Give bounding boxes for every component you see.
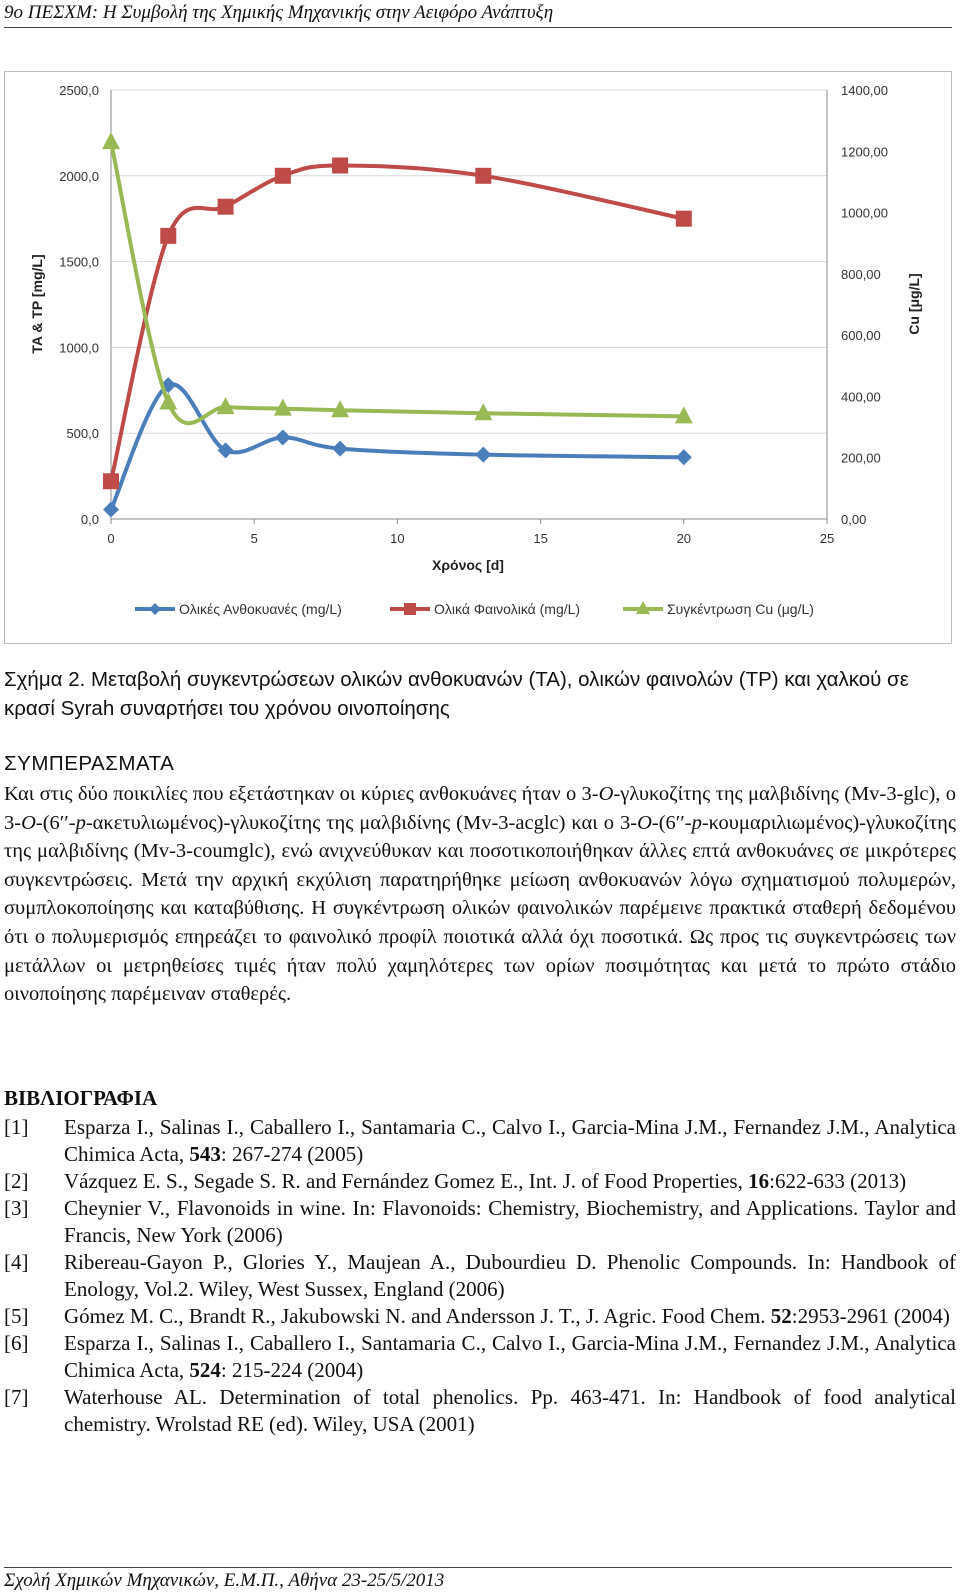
data-point bbox=[159, 393, 177, 410]
figure-caption: Σχήμα 2. Μεταβολή συγκεντρώσεων ολικών ανθοκυανών (ΤΑ), ολικών φαινολών (TP) και χαλκού σε κρασί Syrah συναρτήσει του χρόνου οινοποίησης bbox=[4, 668, 909, 720]
x-tick-label: 10 bbox=[390, 531, 405, 546]
text-run: : 215-224 (2004) bbox=[220, 1358, 364, 1382]
data-point bbox=[102, 132, 120, 149]
figure-chart bbox=[4, 71, 952, 644]
volume-number: 543 bbox=[189, 1142, 221, 1166]
text-run: :2953-2961 (2004) bbox=[791, 1304, 950, 1328]
y-right-tick-label: 1000,00 bbox=[841, 205, 888, 221]
reference-text bbox=[64, 1168, 956, 1195]
reference-text bbox=[64, 1195, 956, 1249]
y-left-tick-label: 1000,0 bbox=[59, 340, 99, 356]
y-right-tick-label: 200,00 bbox=[841, 450, 881, 466]
x-tick-label: 15 bbox=[533, 531, 548, 546]
reference-number: [3] bbox=[4, 1196, 29, 1220]
y-right-tick-label: 400,00 bbox=[841, 389, 881, 405]
reference-text bbox=[64, 1330, 956, 1384]
volume-number: 524 bbox=[189, 1358, 221, 1382]
text-run: Ribereau-Gayon P., Glories Y., Maujean A., Dubourdieu D. Phenolic Compounds. In: Handbook of Enology, Vol.2. Wiley, West Sussex, England (2006) bbox=[64, 1250, 956, 1301]
reference-number: [5] bbox=[4, 1304, 29, 1328]
series-line-1 bbox=[111, 384, 684, 509]
text-run: -(6′′- bbox=[35, 811, 76, 834]
data-point bbox=[475, 447, 491, 463]
italic-run: p bbox=[75, 811, 86, 834]
volume-number: 52 bbox=[770, 1304, 792, 1328]
header-rule bbox=[4, 27, 952, 28]
chart-legend bbox=[135, 601, 814, 617]
y-left-tick-label: 2500,0 bbox=[59, 83, 99, 98]
reference-item bbox=[4, 1168, 956, 1195]
y-axis-left-label: TA & TP [mg/L] bbox=[29, 254, 45, 354]
italic-run: p bbox=[691, 811, 702, 834]
reference-number: [1] bbox=[4, 1115, 29, 1139]
reference-number: [4] bbox=[4, 1250, 29, 1274]
text-run: Vázquez E. S., Segade S. R. and Fernández Gomez E., Int. J. of Food Properties, bbox=[64, 1169, 749, 1193]
y-right-tick-label: 800,00 bbox=[841, 266, 881, 282]
text-run: : 267-274 (2005) bbox=[220, 1142, 364, 1166]
data-point bbox=[475, 168, 491, 184]
reference-number: [6] bbox=[4, 1331, 29, 1355]
reference-item bbox=[4, 1114, 956, 1168]
text-run: Waterhouse AL. Determination of total phenolics. Pp. 463-471. In: Handbook of food analytical chemistry. Wrolstad RE (ed). Wiley, USA (2001) bbox=[64, 1385, 956, 1436]
text-run: Gómez M. C., Brandt R., Jakubowski N. and Andersson J. T., J. Agric. Food Chem. bbox=[64, 1304, 771, 1328]
x-tick-label: 0 bbox=[107, 531, 115, 546]
series-line-3 bbox=[111, 142, 684, 423]
y-axis-right-label: Cu [μg/L] bbox=[906, 273, 922, 335]
y-left-tick-label: 1500,0 bbox=[59, 254, 99, 270]
conclusions-paragraph bbox=[4, 780, 956, 1009]
running-header: 9ο ΠΕΣΧΜ: Η Συμβολή της Χημικής Μηχανικής στην Αειφόρο Ανάπτυξη bbox=[4, 2, 554, 23]
legend-label: Ολικά Φαινολικά (mg/L) bbox=[434, 601, 581, 617]
footer-rule bbox=[4, 1567, 952, 1568]
text-run: Cheynier V., Flavonoids in wine. In: Flavonoids: Chemistry, Biochemistry, and Applications. Taylor and Francis, New York (2006) bbox=[64, 1196, 956, 1247]
data-point bbox=[160, 228, 176, 244]
data-point bbox=[332, 158, 348, 174]
text-run: Και στις δύο ποικιλίες που εξετάστηκαν οι κύριες ανθοκυάνες ήταν ο 3- bbox=[4, 783, 599, 805]
y-left-tick-label: 500,0 bbox=[66, 426, 99, 442]
legend-marker bbox=[149, 603, 161, 615]
x-tick-label: 20 bbox=[676, 531, 692, 546]
data-point bbox=[218, 199, 234, 215]
data-point bbox=[275, 168, 291, 184]
volume-number: 16 bbox=[748, 1169, 770, 1193]
text-run: -ακετυλιωμένος)-γλυκοζίτης της μαλβιδίνης (Mv-3-acglc) και ο 3- bbox=[85, 811, 638, 834]
reference-text bbox=[64, 1249, 956, 1303]
y-right-tick-label: 1400,00 bbox=[841, 83, 888, 98]
reference-item bbox=[4, 1330, 956, 1384]
reference-number: [2] bbox=[4, 1169, 29, 1193]
legend-label: Συγκέντρωση Cu (μg/L) bbox=[667, 601, 814, 617]
x-axis-label: Χρόνος [d] bbox=[432, 557, 504, 573]
italic-run: O bbox=[598, 783, 614, 805]
y-left-tick-label: 0,0 bbox=[80, 512, 99, 527]
text-run: -κουμαριλιωμένος)-γλυκοζίτης της μαλβιδίνης (Mv-3-coumglc), ενώ ανιχνεύθυκαν και ποσοτικοποιήθηκαν άλλες επτά ανθοκυάνες σε μικρότερες συγκεντρώσεις. Μετά την αρχική εκχύλιση παρατηρήθηκε μείωση ανθοκυανών λόγω σχηματισμού πολυμερών, συμπλοκοποίησης και καταβύθισης. Η συγκέντρωση ολικών φαινολικών παρέμεινε πρακτικά σταθερή δεδομένου ότι ο πολυμερισμός επηρεάζει το φαινολικό προφίλ ποιοτικά αλλά όχι ποσοτικά. Ως προς τις συγκεντρώσεις των μετάλλων οι μετρηθείσες τιμές ήταν πολύ χαμηλότερες των ορίων ποσιμότητας και μετά το πρώτο στάδιο οινοποίησης παρέμειναν σταθερές. bbox=[4, 811, 956, 1006]
series-line-2 bbox=[111, 166, 684, 482]
text-run: -(6′′- bbox=[651, 811, 692, 834]
reference-text bbox=[64, 1114, 956, 1168]
x-tick-label: 5 bbox=[250, 531, 258, 546]
data-point bbox=[676, 211, 692, 227]
y-left-tick-label: 2000,0 bbox=[59, 168, 99, 184]
y-right-tick-label: 0,00 bbox=[841, 512, 867, 527]
text-run: Esparza I., Salinas I., Caballero I., Santamaria C., Calvo I., Garcia-Mina J.M., Fernandez J.M., Analytica Chimica Acta, bbox=[64, 1331, 956, 1382]
text-run: Esparza I., Salinas I., Caballero I., Santamaria C., Calvo I., Garcia-Mina J.M., Fernandez J.M., Analytica Chimica Acta, bbox=[64, 1115, 956, 1166]
bibliography-heading: ΒΙΒΛΙΟΓΡΑΦΙΑ bbox=[4, 1086, 158, 1110]
x-tick-label: 25 bbox=[819, 531, 835, 546]
italic-run: O bbox=[21, 811, 36, 834]
data-point bbox=[676, 449, 692, 465]
reference-item bbox=[4, 1303, 956, 1330]
reference-number: [7] bbox=[4, 1385, 29, 1409]
data-point bbox=[103, 502, 119, 518]
reference-list bbox=[4, 1114, 956, 1438]
y-right-tick-label: 1200,00 bbox=[841, 144, 888, 160]
reference-item bbox=[4, 1249, 956, 1303]
legend-label: Ολικές Ανθοκυανές (mg/L) bbox=[179, 601, 342, 617]
data-point bbox=[275, 429, 291, 445]
reference-item bbox=[4, 1384, 956, 1438]
reference-text bbox=[64, 1303, 956, 1330]
conclusions-heading: ΣΥΜΠΕΡΑΣΜΑΤΑ bbox=[4, 752, 175, 775]
data-point bbox=[332, 441, 348, 457]
legend-marker bbox=[404, 603, 416, 615]
text-run: :622-633 (2013) bbox=[769, 1169, 907, 1193]
running-footer: Σχολή Χημικών Μηχανικών, Ε.Μ.Π., Αθήνα 23-25/5/2013 bbox=[4, 1570, 445, 1591]
text-run: -γλυκοζίτης της μαλβιδίνης (Mv-3-glc), ο 3- bbox=[4, 783, 957, 834]
data-point bbox=[103, 473, 119, 489]
reference-text bbox=[64, 1384, 956, 1438]
reference-item bbox=[4, 1195, 956, 1249]
chart-svg bbox=[5, 72, 951, 643]
italic-run: O bbox=[637, 811, 652, 834]
y-right-tick-label: 600,00 bbox=[841, 328, 881, 344]
